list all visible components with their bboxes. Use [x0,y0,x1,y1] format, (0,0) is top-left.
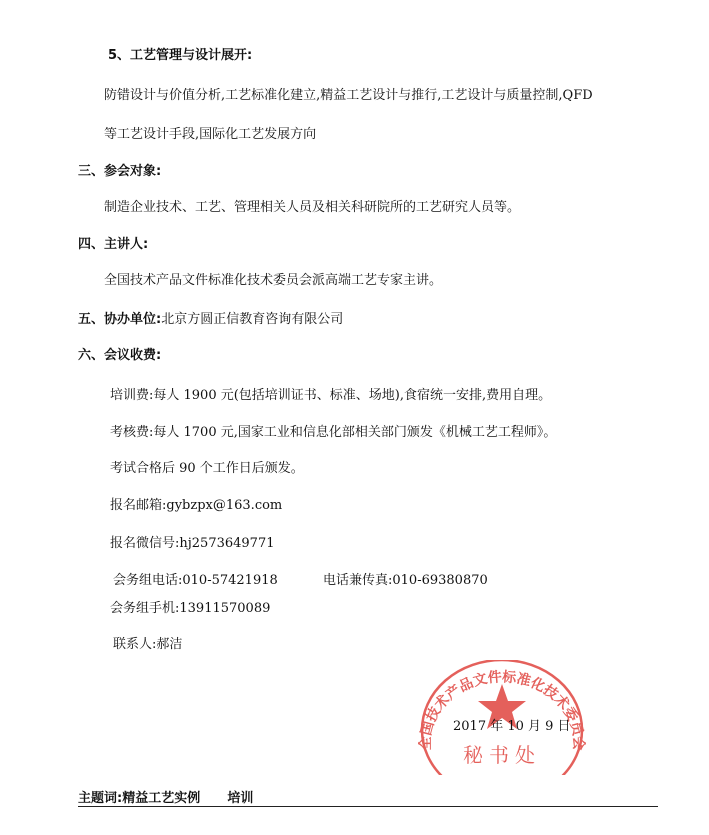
section-6-heading: 六、会议收费: [78,348,162,363]
footer-label: 主题词: [78,791,123,806]
signup-email: 报名邮箱:gybzpx@163.com [110,498,283,513]
section-5-line-2: 等工艺设计手段,国际化工艺发展方向 [104,127,317,142]
fee-exam: 考核费:每人 1700 元,国家工业和信息化部相关部门颁发《机械工艺工程师》。 [110,425,557,440]
seal-bottom-text: 秘书处 [463,743,541,767]
footer-keyword-list: 精益工艺实例 培训 [122,791,254,806]
section-5-line-1: 防错设计与价值分析,工艺标准化建立,精益工艺设计与推行,工艺设计与质量控制,QFD [104,88,593,103]
section-5-heading: 5、工艺管理与设计展开: [108,48,253,63]
footer-rule [78,806,658,807]
contact-person: 联系人:郝洁 [113,637,183,652]
section-4-heading: 四、主讲人: [78,237,149,252]
section-4-body: 全国技术产品文件标准化技术委员会派高端工艺专家主讲。 [104,273,443,288]
section-5b-heading: 五、协办单位: [78,312,162,327]
section-5b-row [78,311,343,329]
document-date: 2017 年 10 月 9 日 [453,719,571,734]
section-3-heading: 三、参会对象: [78,164,162,179]
section-3-body: 制造企业技术、工艺、管理相关人员及相关科研院所的工艺研究人员等。 [104,200,521,215]
seal-arc-text: 全国技术产品文件标准化技术委员会 [418,669,586,751]
fee-training: 培训费:每人 1900 元(包括培训证书、标准、场地),食宿统一安排,费用自理。 [110,388,552,403]
section-5b-body: 北京方圆正信教育咨询有限公司 [161,312,344,327]
contact-phone: 会务组电话:010-57421918 [113,573,278,588]
contact-mobile: 会务组手机:13911570089 [110,601,271,616]
signup-wechat: 报名微信号:hj2573649771 [110,536,275,551]
fee-note: 考试合格后 90 个工作日后颁发。 [110,461,304,476]
contact-fax: 电话兼传真:010-69380870 [323,573,488,588]
